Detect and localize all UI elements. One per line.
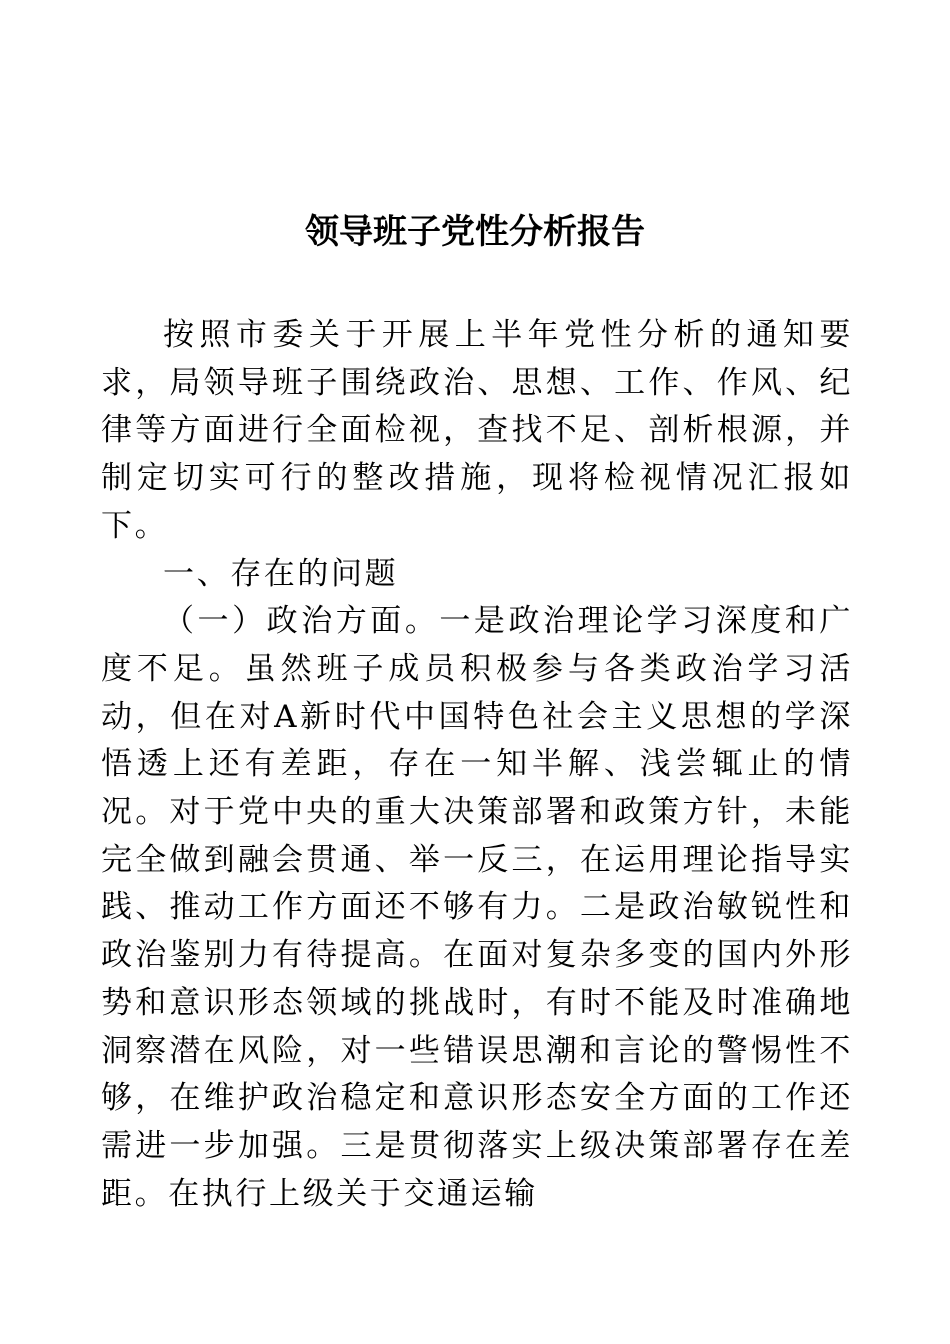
section-heading-problems: 一、存在的问题: [163, 555, 399, 592]
political-aspect-paragraph: （一）政治方面。一是政治理论学习深度和广度不足。虽然班子成员积极参与各类政治学习活动，但在对A新时代中国特色社会主义思想的学深悟透上还有差距，存在一知半解、浅尝辄止的情况。对于党中央的重大决策部署和政策方针，未能完全做到融会贯通、举一反三，在运用理论指导实践、推动工作方面还不够有力。二是政治敏锐性和政治鉴别力有待提高。在面对复杂多变的国内外形势和意识形态领域的挑战时，有时不能及时准确地洞察潜在风险，对一些错误思潮和言论的警惕性不够，在维护政治稳定和意识形态安全方面的工作还需进一步加强。三是贯彻落实上级决策部署存在差距。在执行上级关于交通运输: [101, 603, 853, 1212]
document-body: [101, 312, 853, 1218]
document-title: 领导班子党性分析报告: [305, 212, 645, 252]
intro-paragraph: 按照市委关于开展上半年党性分析的通知要求，局领导班子围绕政治、思想、工作、作风、纪律等方面进行全面检视，查找不足、剖析根源，并制定切实可行的整改措施，现将检视情况汇报如下。: [101, 317, 853, 544]
